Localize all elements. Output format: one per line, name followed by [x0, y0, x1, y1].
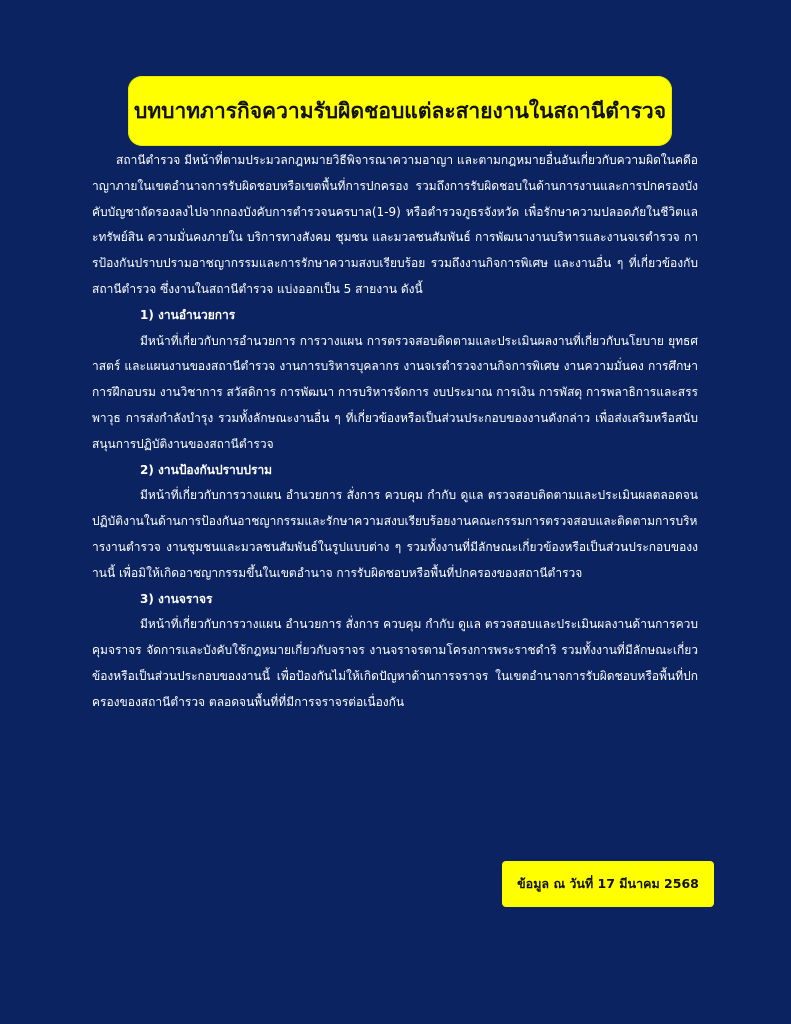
intro-paragraph: สถานีตำรวจ มีหน้าที่ตามประมวลกฎหมายวิธีพิจารณาความอาญา และตามกฎหมายอื่นอันเกี่ยวกับความผิดในคดีอาญาภายในเขตอำนาจการรับผิดชอบหรือเขตพื้นที่การปกครอง รวมถึงการรับผิดชอบในด้านการงานและการปกครองบังคับบัญชาถัดรองลงไปจากกองบังคับการตำรวจนครบาล(1-9) หรือตำรวจภูธรจังหวัด เพื่อรักษาความปลอดภัยในชีวิตและทรัพย์สิน ความมั่นคงภายใน บริการทางสังคม ชุมชน และมวลชนสัมพันธ์ การพัฒนางานบริหารและงานจเรตำรวจ การป้องกันปราบปรามอาชญากรรมและการรักษาความสงบเรียบร้อย รวมถึงงานกิจการพิเศษ และงานอื่น ๆ ที่เกี่ยวข้องกับสถานีตำรวจ ซึ่งงานในสถานีตำรวจ แบ่งออกเป็น 5 สายงาน ดังนี้ [92, 153, 698, 296]
section-heading-administration: 1) งานอำนวยการ [140, 307, 236, 322]
date-note-box [502, 861, 714, 907]
section-heading-traffic: 3) งานจราจร [140, 591, 213, 606]
section-body-crime-prevention: มีหน้าที่เกี่ยวกับการวางแผน อำนวยการ สั่งการ ควบคุม กำกับ ดูแล ตรวจสอบติดตามและประเมินผลตลอดจนปฏิบัติงานในด้านการป้องกันอาชญากรรมและรักษาความสงบเรียบร้อยงานคณะกรรมการตรวจสอบและติดตามการบริหารงานตำรวจ งานชุมชนและมวลชนสัมพันธ์ในรูปแบบต่าง ๆ รวมทั้งงานที่มีลักษณะเกี่ยวข้องหรือเป็นส่วนประกอบของงานนี้ เพื่อมิให้เกิดอาชญากรรมขึ้นในเขตอำนาจ การรับผิดชอบหรือพื้นที่ปกครองของสถานีตำรวจ [92, 488, 698, 580]
section-body-administration: มีหน้าที่เกี่ยวกับการอำนวยการ การวางแผน การตรวจสอบติดตามและประเมินผลงานที่เกี่ยวกับนโยบาย ยุทธศาสตร์ และแผนงานของสถานีตำรวจ งานการบริหารบุคลากร งานจเรตำรวจงานกิจการพิเศษ งานความมั่นคง การศึกษา การฝึกอบรม งานวิชาการ สวัสดิการ การพัฒนา การบริหารจัดการ งบประมาณ การเงิน การพัสดุ การพลาธิการและสรรพาวุธ การส่งกำลังบำรุง รวมทั้งลักษณะงานอื่น ๆ ที่เกี่ยวข้องหรือเป็นส่วนประกอบของงานดังกล่าว เพื่อส่งเสริมหรือสนับสนุนการปฏิบัติงานของสถานีตำรวจ [92, 333, 698, 451]
document-body [92, 148, 698, 716]
section-heading-crime-prevention: 2) งานป้องกันปราบปราม [140, 462, 273, 477]
page-title: บทบาทภารกิจความรับผิดชอบแต่ละสายงานในสถานีตำรวจ [133, 98, 667, 123]
section-body-traffic: มีหน้าที่เกี่ยวกับการวางแผน อำนวยการ สั่งการ ควบคุม กำกับ ดูแล ตรวจสอบและประเมินผลงานด้านการควบคุมจราจร จัดการและบังคับใช้กฎหมายเกี่ยวกับจราจร งานจราจรตามโครงการพระราชดำริ รวมทั้งงานที่มีลักษณะเกี่ยวข้องหรือเป็นส่วนประกอบของงานนี้ เพื่อป้องกันไม่ให้เกิดปัญหาด้านการจราจร ในเขตอำนาจการรับผิดชอบหรือพื้นที่ปกครองของสถานีตำรวจ ตลอดจนพื้นที่ที่มีการจราจรต่อเนื่องกัน [92, 617, 698, 709]
title-banner [128, 76, 672, 146]
date-note: ข้อมูล ณ วันที่ 17 มีนาคม 2568 [517, 876, 699, 891]
